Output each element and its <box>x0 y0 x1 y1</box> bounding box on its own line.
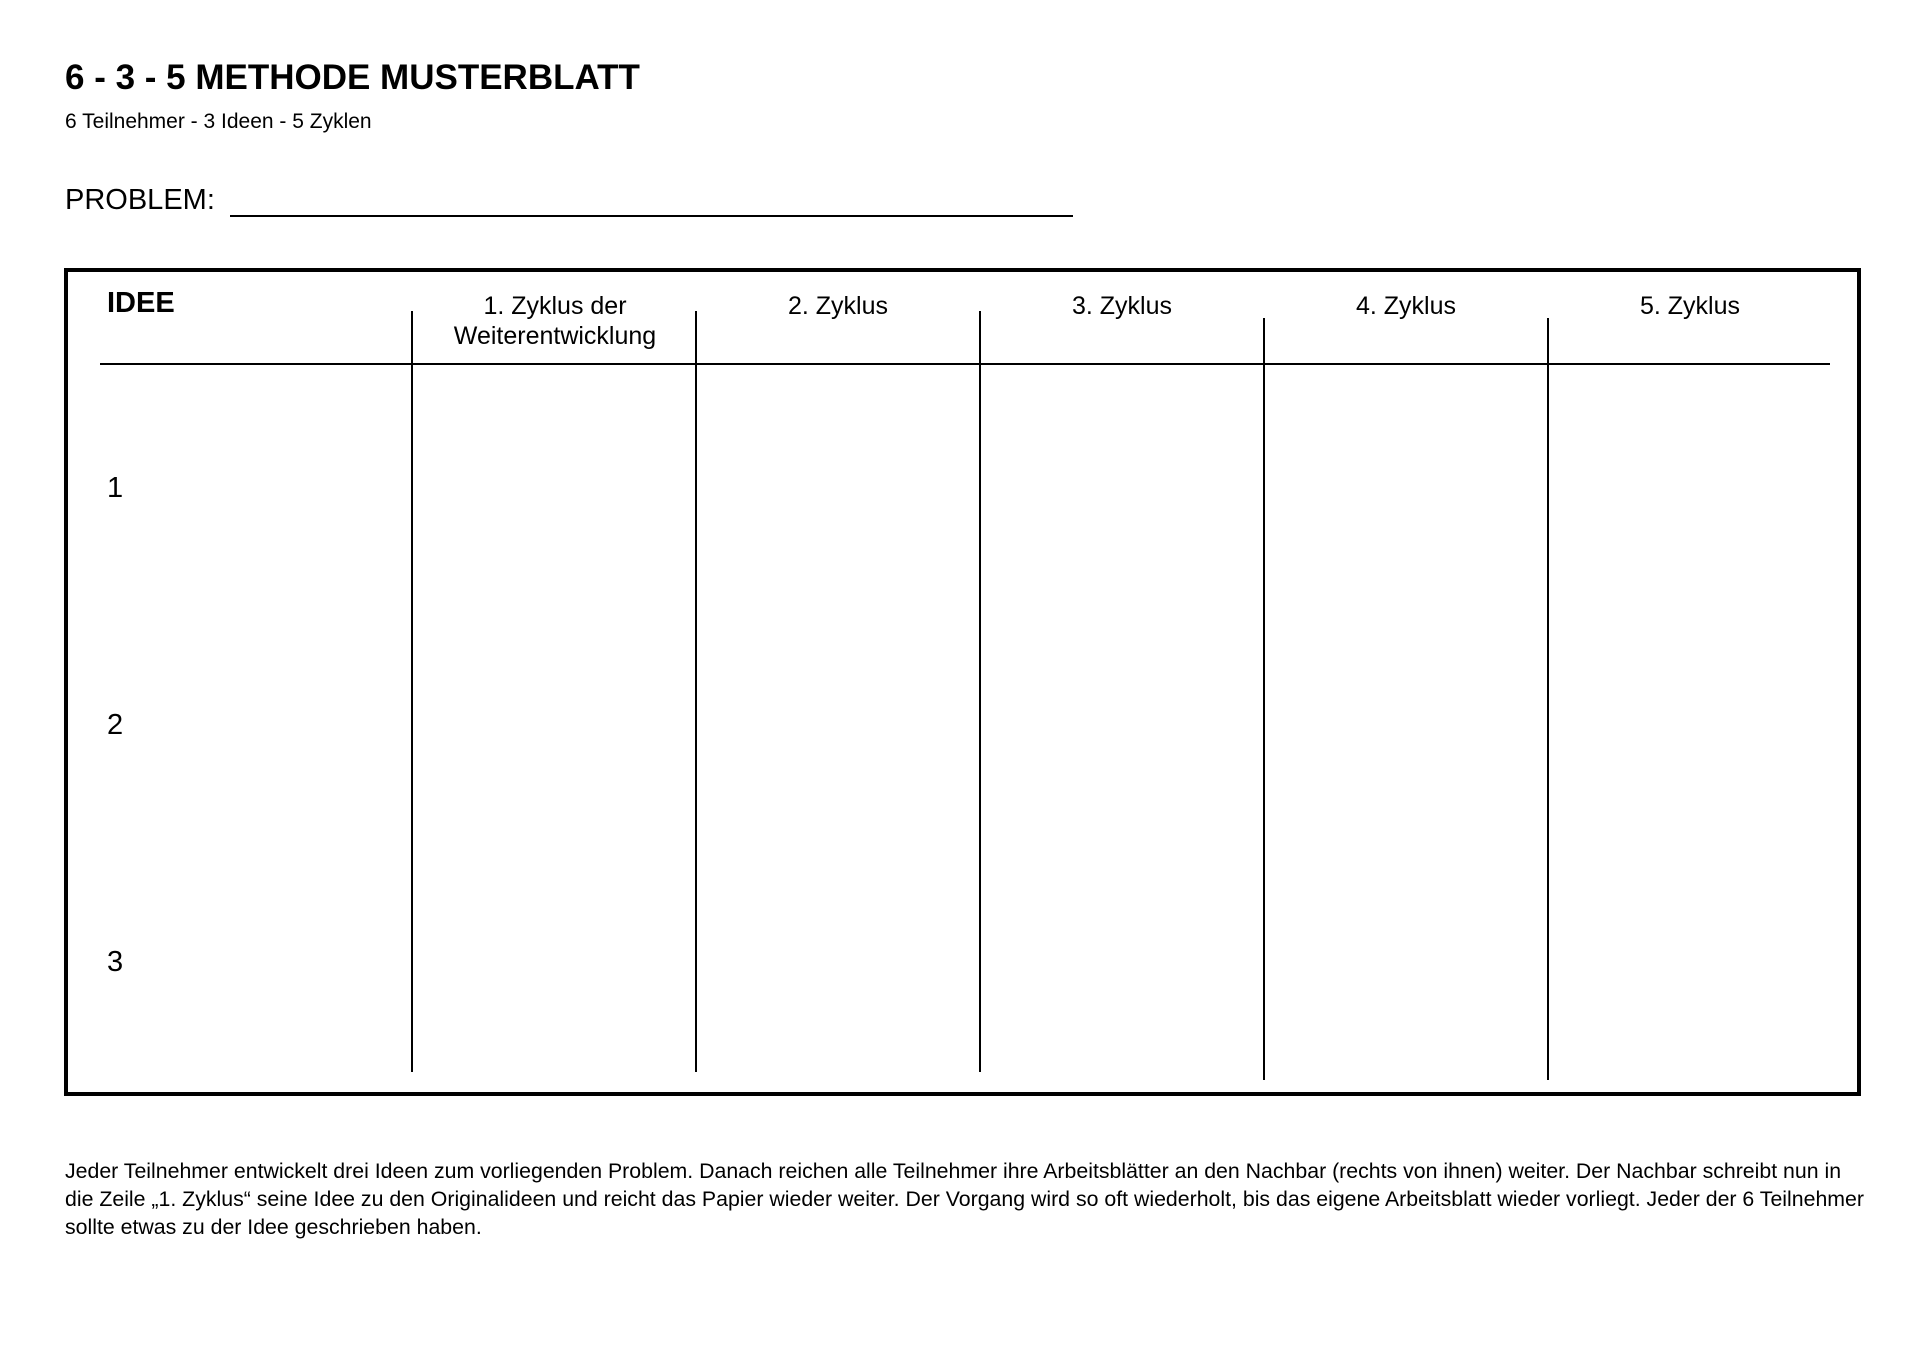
column-header-cycle-3 <box>992 291 1252 321</box>
column-header-cycle-2 <box>708 291 968 321</box>
column-divider <box>1263 318 1265 1080</box>
column-header-cycle-1 <box>425 291 685 351</box>
instructions-text: Jeder Teilnehmer entwickelt drei Ideen zum vorliegenden Problem. Danach reichen alle Teilnehmer ihre Arbeitsblätter an den Nachbar (rechts von ihnen) weiter. Der Nachbar schreibt nun in die Zeile „1. Zyklus“ seine Idee zu den Originalideen und reicht das Papier wieder weiter. Der Vorgang wird so oft wiederholt, bis das eigene Arbeitsblatt wieder vorliegt. Jeder der 6 Teilnehmer sollte etwas zu der Idee geschrieben haben. <box>65 1159 1864 1239</box>
column-divider <box>411 311 413 1072</box>
header-divider-line <box>100 363 1830 365</box>
idee-column-header: IDEE <box>107 287 175 319</box>
problem-label: PROBLEM: <box>65 184 215 216</box>
column-header-line: 2. Zyklus <box>787 292 889 320</box>
column-header-line: Weiterentwicklung <box>453 322 657 350</box>
column-divider <box>695 311 697 1072</box>
idea-row-number: 3 <box>107 946 124 978</box>
problem-fill-line[interactable] <box>230 215 1073 217</box>
column-header-cycle-4 <box>1276 291 1536 321</box>
idea-row-number: 1 <box>107 472 124 504</box>
idea-row-number: 2 <box>107 709 124 741</box>
column-divider <box>1547 318 1549 1080</box>
page-title: 6 - 3 - 5 METHODE MUSTERBLATT <box>65 58 640 97</box>
idea-sheet-frame <box>64 268 1861 1096</box>
column-header-line: 4. Zyklus <box>1355 292 1457 320</box>
column-header-line: 5. Zyklus <box>1639 292 1741 320</box>
column-header-cycle-5 <box>1560 291 1820 321</box>
column-header-line: 3. Zyklus <box>1071 292 1173 320</box>
column-header-line: 1. Zyklus der <box>483 292 627 320</box>
column-divider <box>979 311 981 1072</box>
page-subtitle: 6 Teilnehmer - 3 Ideen - 5 Zyklen <box>65 110 372 133</box>
